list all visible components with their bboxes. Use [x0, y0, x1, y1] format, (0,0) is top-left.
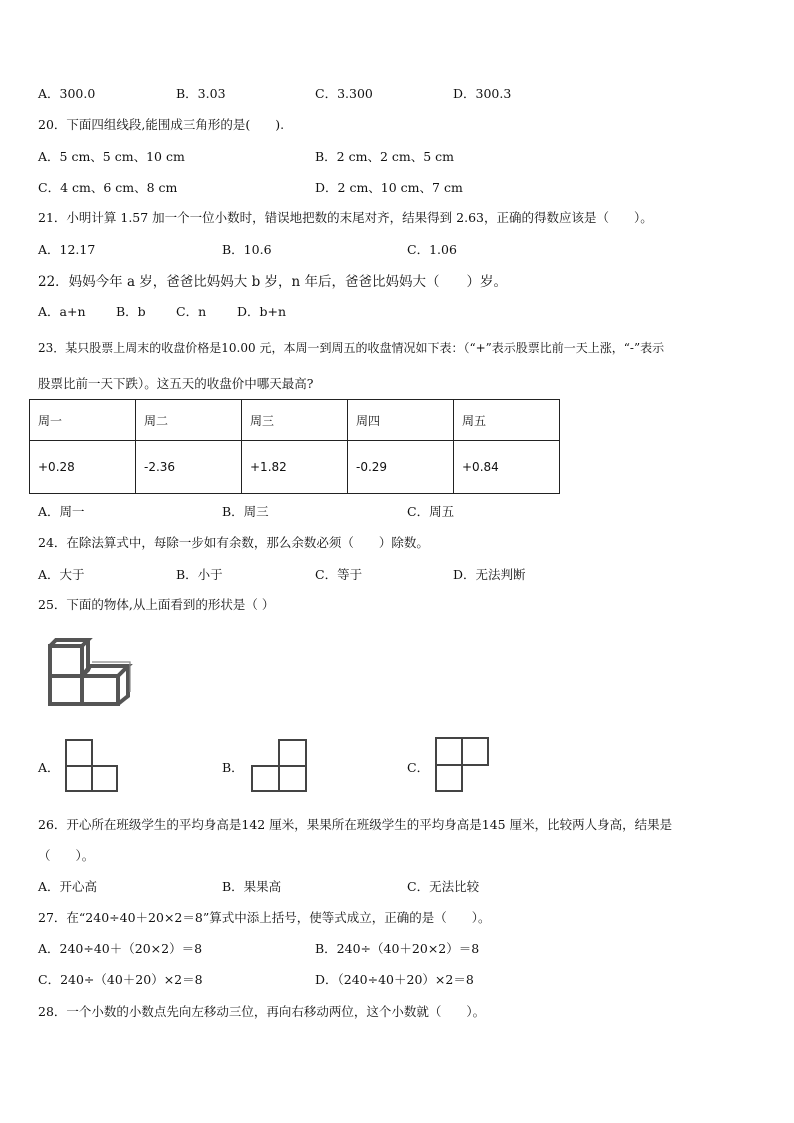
q24-stem: 24．在除法算式中，每除一步如有余数，那么余数必须（ ）除数。 [38, 535, 429, 550]
q25-option-c-shape [434, 736, 492, 794]
q20-option-a: A．5 cm、5 cm、10 cm [38, 149, 185, 164]
q22-option-a: A．a+n [38, 304, 86, 319]
q27-option-a: A．240÷40＋（20×2）＝8 [38, 941, 203, 956]
q22-option-d: D．b+n [237, 304, 287, 319]
q24-option-b: B．小于 [176, 567, 223, 582]
q25-stem: 25．下面的物体,从上面看到的形状是（ ） [38, 597, 275, 612]
q26-stem-line2: （ ）。 [38, 848, 95, 863]
q22-stem: 22．妈妈今年 a 岁，爸爸比妈妈大 b 岁，n 年后，爸爸比妈妈大（ ）岁。 [38, 274, 508, 290]
q20-option-d: D．2 cm、10 cm、7 cm [315, 180, 463, 195]
q20-option-c: C．4 cm、6 cm、8 cm [38, 180, 178, 195]
q25-option-a-shape [64, 738, 120, 794]
q20-stem: 20．下面四组线段,能围成三角形的是( ). [38, 117, 285, 132]
table-cell: -0.29 [348, 441, 454, 494]
stock-price-table [29, 399, 560, 494]
q19-option-a: A．300.0 [38, 86, 96, 101]
q23-stem-line1: 23．某只股票上周末的收盘价格是10.00 元，本周一到周五的收盘情况如下表：（“+”表示股票比前一天上涨，“-”表示 [38, 341, 665, 355]
table-header-row [30, 400, 560, 441]
q22-option-c: C．n [176, 304, 207, 319]
q23-stem-line2: 股票比前一天下跌）。这五天的收盘价中哪天最高? [38, 376, 314, 391]
q20-option-b: B．2 cm、2 cm、5 cm [315, 149, 455, 164]
table-header-cell: 周三 [242, 400, 348, 441]
q28-stem: 28．一个小数的小数点先向左移动三位，再向右移动两位，这个小数就（ ）。 [38, 1004, 486, 1019]
table-header-cell: 周四 [348, 400, 454, 441]
q23-option-c: C．周五 [407, 504, 455, 519]
q24-option-c: C．等于 [315, 567, 363, 582]
q27-option-b: B．240÷（40＋20×2）＝8 [315, 941, 480, 956]
table-row [30, 441, 560, 494]
q23-option-a: A．周一 [38, 504, 85, 519]
q26-option-a: A．开心高 [38, 879, 98, 894]
table-cell: +0.84 [454, 441, 560, 494]
q21-stem: 21．小明计算 1.57 加一个一位小数时，错误地把数的末尾对齐，结果得到 2.63，正确的得数应该是（ ）。 [38, 210, 653, 225]
q26-option-b: B．果果高 [222, 879, 282, 894]
q19-option-b: B．3.03 [176, 86, 226, 101]
q27-option-d: D．（240÷40＋20）×2＝8 [315, 972, 474, 987]
q25-option-a-label: A． [38, 760, 60, 775]
q23-option-b: B．周三 [222, 504, 269, 519]
table-cell: -2.36 [136, 441, 242, 494]
q24-option-d: D．无法判断 [453, 567, 526, 582]
q22-option-b: B．b [116, 304, 146, 319]
q21-option-a: A．12.17 [38, 242, 96, 257]
cube-stack-figure [44, 636, 136, 708]
q27-stem: 27．在“240÷40＋20×2＝8”算式中添上括号，使等式成立，正确的是（ ）。 [38, 910, 491, 925]
table-cell: +1.82 [242, 441, 348, 494]
q21-option-b: B．10.6 [222, 242, 272, 257]
q21-option-c: C．1.06 [407, 242, 457, 257]
table-header-cell: 周二 [136, 400, 242, 441]
q27-option-c: C．240÷（40＋20）×2＝8 [38, 972, 203, 987]
q25-option-b-label: B． [222, 760, 244, 775]
q26-option-c: C．无法比较 [407, 879, 480, 894]
q26-stem-line1: 26．开心所在班级学生的平均身高是142 厘米，果果所在班级学生的平均身高是145 厘米，比较两人身高，结果是 [38, 817, 673, 832]
q25-option-c-label: C． [407, 760, 430, 775]
table-header-cell: 周五 [454, 400, 560, 441]
q19-option-d: D．300.3 [453, 86, 512, 101]
table-cell: +0.28 [30, 441, 136, 494]
q19-option-c: C．3.300 [315, 86, 373, 101]
table-header-cell: 周一 [30, 400, 136, 441]
q25-option-b-shape [250, 738, 310, 794]
q24-option-a: A．大于 [38, 567, 85, 582]
